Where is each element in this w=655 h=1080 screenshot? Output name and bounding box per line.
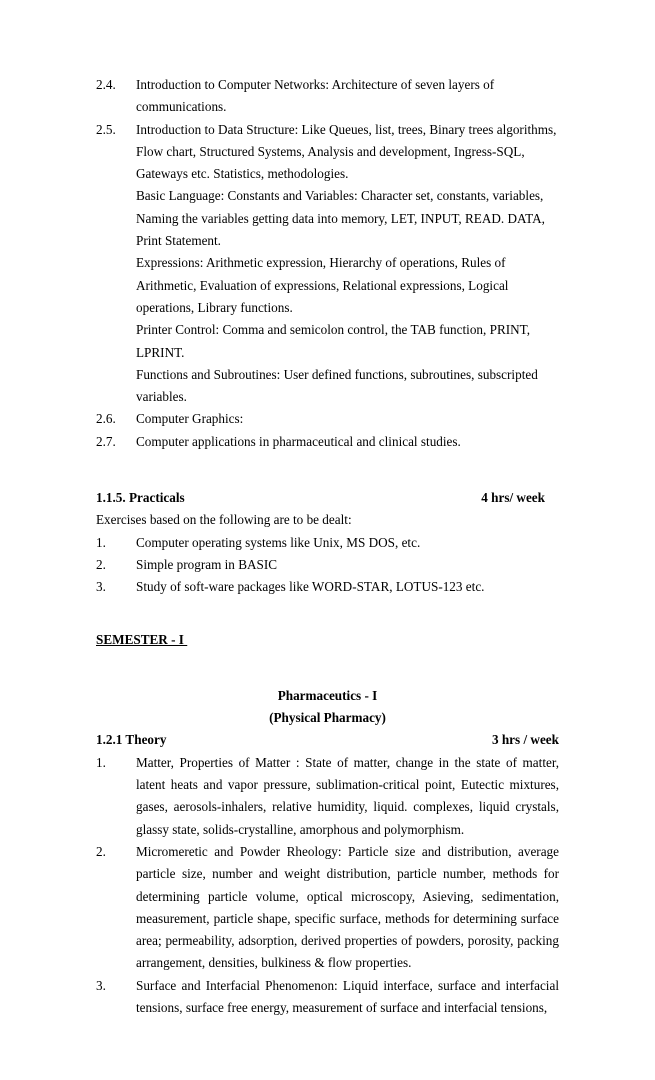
- semester-heading-wrap: [96, 629, 559, 651]
- theory-heading-line: [96, 729, 559, 751]
- item-text: Introduction to Computer Networks: Architecture of seven layers of communications.: [136, 77, 495, 115]
- item-text: Introduction to Data Structure: Like Queues, list, trees, Binary trees algorithms, Flow chart, Structured Systems, Analysis and development, Ingress-SQL, Gateways etc. Statistics, methodologies.: [136, 121, 557, 182]
- item-text: Computer applications in pharmaceutical and clinical studies.: [136, 433, 461, 449]
- item-number: 2.: [96, 843, 106, 859]
- item-number: 1.: [96, 754, 106, 770]
- item-number: 2.4.: [96, 77, 116, 92]
- item-text: Computer operating systems like Unix, MS DOS, etc.: [136, 534, 421, 550]
- practicals-intro: Exercises based on the following are to be dealt:: [96, 512, 352, 528]
- course-title: Pharmaceutics - I: [277, 687, 378, 703]
- list-item: [96, 975, 559, 1020]
- item-text: Micromeretic and Powder Rheology: Particle size and distribution, average particle size, number and weight distribution, particle number, methods for determining particle volume, optical microscopy, Asieving, sedimentation, measurement, particle shape, specific surface, methods for determining surface area; permeability, adsorption, derived properties of powders, porosity, packing arrangement, densities, bulkiness & flow properties.: [136, 843, 559, 971]
- list-item: [96, 554, 559, 576]
- page-content: [96, 74, 559, 1019]
- item-number: 2.6.: [96, 411, 116, 427]
- item-number: 1.: [96, 534, 106, 550]
- course-subtitle: (Physical Pharmacy): [269, 710, 386, 726]
- continuation-paragraph: Printer Control: Comma and semicolon control, the TAB function, PRINT, LPRINT.: [136, 322, 531, 360]
- continuation-paragraph: Functions and Subroutines: User defined functions, subroutines, subscripted variables.: [136, 366, 538, 405]
- item-number: 3.: [96, 977, 106, 993]
- theory-heading: 1.2.1 Theory: [96, 732, 167, 748]
- list-item: [96, 532, 559, 554]
- item-text: Surface and Interfacial Phenomenon: Liquid interface, surface and interfacial tensions, surface free energy, measurement of surface and interfacial tensions,: [136, 977, 559, 1015]
- item-text: Matter, Properties of Matter : State of matter, change in the state of matter, latent heats and vapor pressure, sublimation-critical point, Eutectic mixtures, gases, aerosols-inhalers, relative humidity, liquid. complexes, liquid crystals, glassy state, solids-crystalline, amorphous and polymorphism.: [136, 754, 559, 837]
- list-item: [96, 576, 559, 598]
- item-number: 2.5.: [96, 121, 116, 137]
- theory-load: 3 hrs / week: [491, 732, 559, 748]
- item-number: 3.: [96, 579, 106, 595]
- practicals-heading: 1.1.5. Practicals: [96, 490, 185, 506]
- spacer: [96, 453, 559, 487]
- list-item: [96, 408, 559, 430]
- continuation-paragraph: Basic Language: Constants and Variables: Character set, constants, variables, Naming the variables getting data into memory, LET, INPUT, READ. DATA, Print Statement.: [136, 188, 545, 249]
- item-text: Computer Graphics:: [136, 411, 244, 427]
- list-item: [96, 841, 559, 975]
- list-item: [96, 74, 559, 119]
- continuation-paragraph: Expressions: Arithmetic expression, Hierarchy of operations, Rules of Arithmetic, Evaluation of expressions, Relational expressions, Logical operations, Library functions.: [136, 255, 509, 315]
- item-text: Study of soft-ware packages like WORD-STAR, LOTUS-123 etc.: [136, 579, 485, 595]
- list-item: [96, 431, 559, 453]
- list-item: [96, 752, 559, 841]
- spacer: [96, 651, 559, 685]
- item-text: Simple program in BASIC: [136, 556, 278, 572]
- practicals-heading-line: [96, 487, 559, 509]
- practicals-load: 4 hrs/ week: [481, 490, 545, 506]
- list-item: [96, 119, 559, 186]
- semester-heading: SEMESTER - I: [96, 631, 188, 647]
- item-number: 2.7.: [96, 433, 116, 449]
- item-number: 2.: [96, 556, 106, 572]
- spacer: [96, 599, 559, 629]
